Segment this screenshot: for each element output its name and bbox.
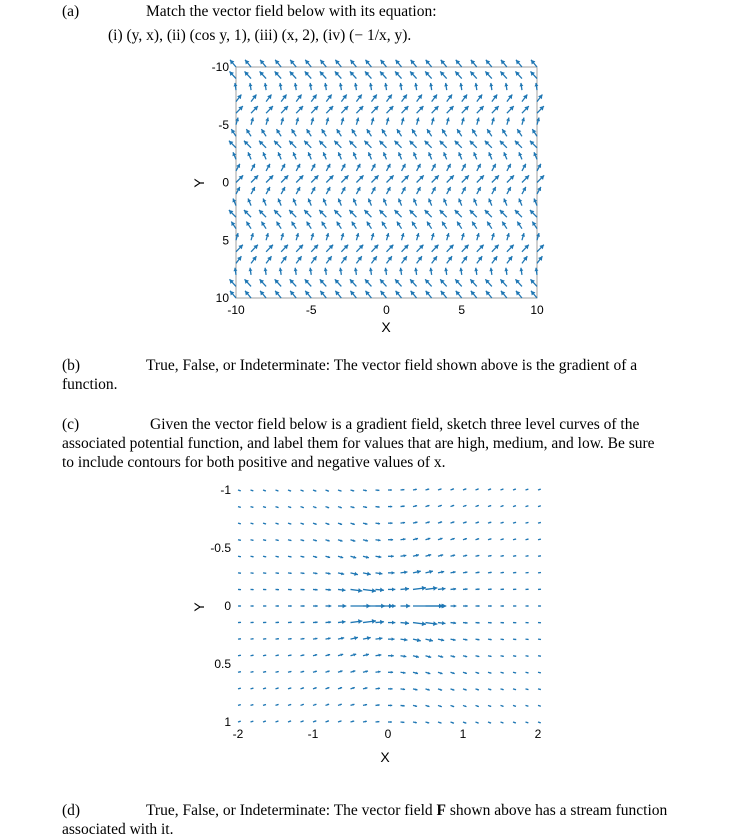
field2-arrow <box>238 589 241 591</box>
field2-arrow <box>538 505 541 507</box>
plot2-ytick-label: 0.5 <box>214 657 231 671</box>
part-a-heading: Match the vector field below with its equation: <box>146 3 437 21</box>
part-a-equations: (i) (y, x), (ii) (cos y, 1), (iii) (x, 2), (iv) (− 1/x, y). <box>108 27 411 45</box>
plot2-xtick-label: -2 <box>233 727 244 741</box>
plot1-ytick-label: -10 <box>212 60 230 74</box>
field2-arrow <box>538 672 541 674</box>
field2-arrow <box>238 622 241 624</box>
field2-arrow <box>513 605 516 607</box>
field2-arrow <box>488 722 491 724</box>
plot1-ytick-label: 0 <box>222 176 229 190</box>
plot1-xtick-label: 10 <box>530 303 544 317</box>
field2-arrow <box>538 555 541 557</box>
field2-arrow <box>501 722 504 724</box>
field2-arrow <box>251 605 254 607</box>
field2-arrow <box>501 489 504 491</box>
field2-arrow <box>538 655 541 657</box>
field2-arrow <box>538 688 541 690</box>
part-a-label: (a) <box>62 3 79 21</box>
field2-arrow <box>263 605 266 607</box>
plot2-xlabel: X <box>380 749 390 765</box>
part-d-bold-F: F <box>437 802 446 819</box>
plot2-xtick-label: 2 <box>535 727 542 741</box>
part-d-text-cont: associated with it. <box>62 821 174 839</box>
field2-arrow <box>538 539 541 541</box>
field2-arrow <box>451 722 454 724</box>
plot2-ytick-label: -1 <box>220 483 231 497</box>
field2-arrow <box>538 705 541 707</box>
field2-arrow <box>463 722 466 724</box>
part-d-text-pre: True, False, or Indeterminate: The vector field <box>146 802 437 819</box>
field2-arrow <box>488 489 491 491</box>
part-b-text-cont: function. <box>62 376 118 394</box>
field2-arrow <box>538 522 541 524</box>
plot2-xtick-label: -1 <box>308 727 319 741</box>
field2-arrow <box>538 605 541 607</box>
part-c-line3: to include contours for both positive and negative values of x. <box>62 454 446 472</box>
field2-arrow <box>538 589 541 591</box>
field2-arrow <box>538 639 541 641</box>
field2-arrow <box>476 722 479 724</box>
plot2-xtick-label: 0 <box>385 727 392 741</box>
plot1-xlabel: X <box>381 319 391 335</box>
field2-arrow <box>538 572 541 574</box>
part-c-label: (c) <box>62 416 79 434</box>
plot1-xtick-label: 5 <box>458 303 465 317</box>
field2-arrow <box>538 722 541 724</box>
field2-arrow <box>526 605 529 607</box>
plot1-ytick-label: -5 <box>218 118 229 132</box>
plot1-ylabel: Y <box>191 178 207 188</box>
part-d-text-post: shown above has a stream function <box>446 802 667 819</box>
plot2-ylabel: Y <box>191 602 207 612</box>
part-c-line1: Given the vector field below is a gradient field, sketch three level curves of the <box>150 416 639 434</box>
field2-arrow <box>538 622 541 624</box>
plot1-xtick-label: -10 <box>227 303 245 317</box>
part-b-text: True, False, or Indeterminate: The vector field shown above is the gradient of a <box>146 357 637 375</box>
field2-arrow <box>476 488 479 490</box>
plot2-xtick-label: 1 <box>460 727 467 741</box>
plot2-ytick-label: 1 <box>224 715 231 729</box>
field2-arrow <box>238 605 241 607</box>
plot2-ytick-label: 0 <box>224 599 231 613</box>
field2-arrow <box>538 489 541 491</box>
plot2-ytick-label: -0.5 <box>210 541 231 555</box>
plot1-xtick-label: 0 <box>383 303 390 317</box>
plot1-ytick-label: 5 <box>222 233 229 247</box>
field2-arrow <box>463 488 466 490</box>
part-c-line2: associated potential function, and label them for values that are high, medium, and low. Be sure <box>62 435 655 453</box>
field2-arrow <box>451 488 454 490</box>
part-b-label: (b) <box>62 357 80 375</box>
plot1-ytick-label: 10 <box>216 291 230 305</box>
part-d-text <box>146 802 667 820</box>
plot1-xtick-label: -5 <box>306 303 317 317</box>
part-d-label: (d) <box>62 802 80 820</box>
